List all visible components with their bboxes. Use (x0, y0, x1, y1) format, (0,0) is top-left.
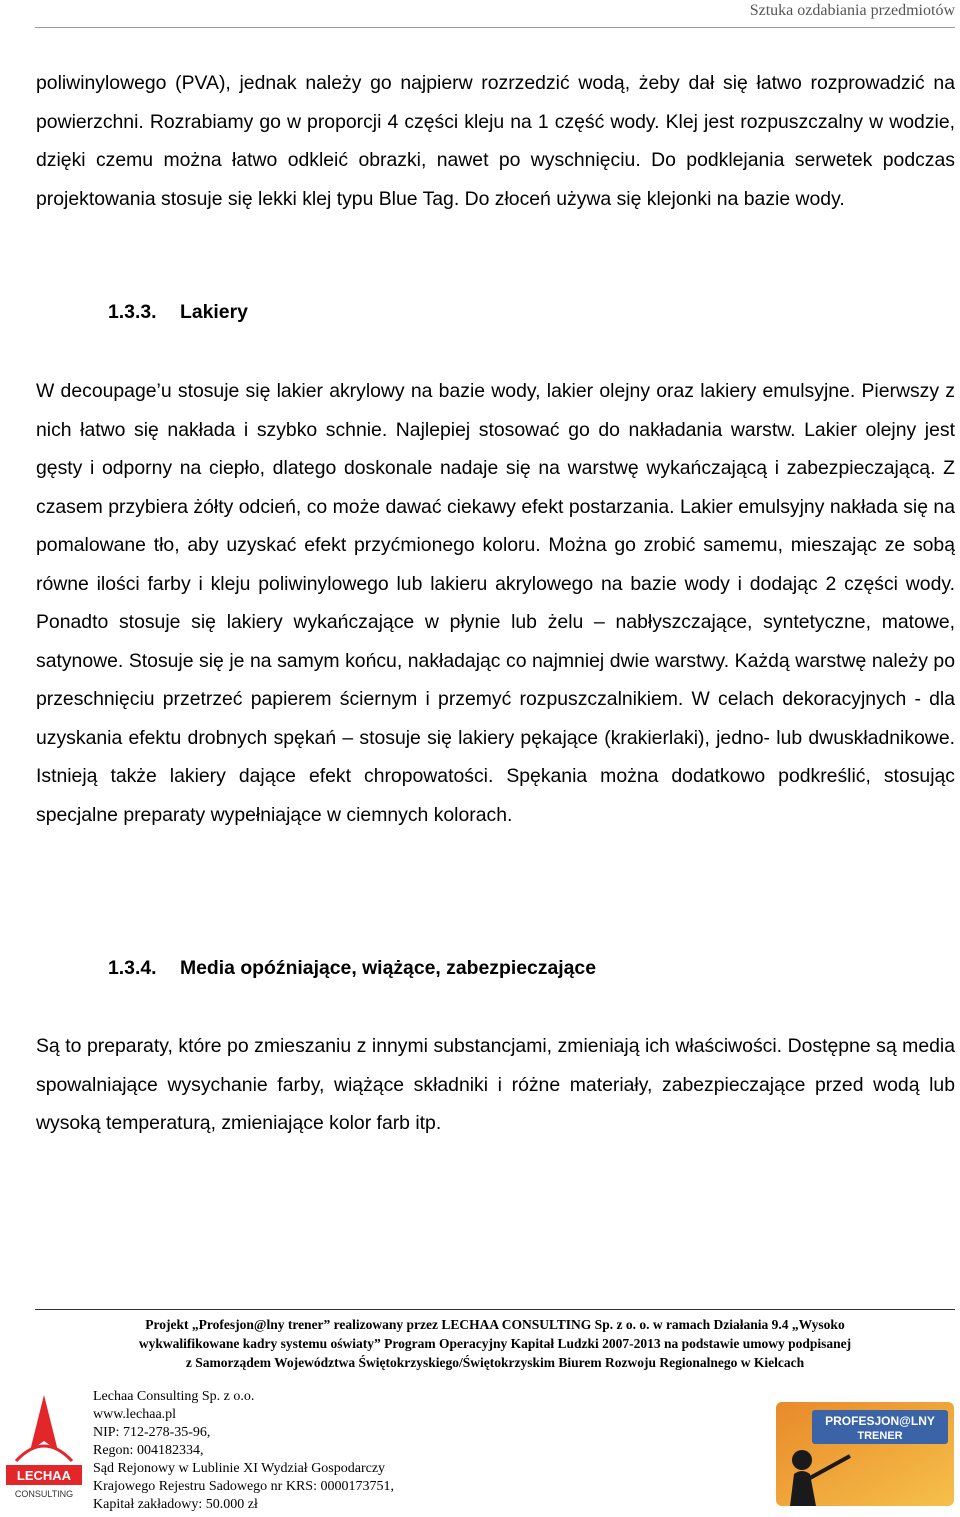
section-heading-media (108, 957, 596, 980)
project-line: z Samorządem Województwa Świętokrzyskiego/Świętokrzyskim Biurem Rozwoju Regionalnego w Kielcach (185, 1355, 805, 1370)
company-info (93, 1388, 563, 1514)
logo-text: LECHAA (16, 1468, 72, 1483)
section-title: Lakiery (180, 301, 248, 323)
company-nip: NIP: 712-278-35-96, (93, 1425, 211, 1440)
project-line: wykwalifikowane kadry systemu oświaty” Program Operacyjny Kapitał Ludzki 2007-2013 na podstawie umowy podpisanej (138, 1336, 852, 1351)
paragraph-lakiery: W decoupage’u stosuje się lakier akrylowy na bazie wody, lakier olejny oraz lakiery emulsyjne. Pierwszy z nich łatwo się nakłada i szybko schnie. Najlepiej stosować go do nakładania warstw. Lakier olejny jest gęsty i odporny na ciepło, dlatego doskonale nadaje się na warstwę wykańczającą i zabezpieczającą. Z czasem przybiera żółty odcień, co może dawać ciekawy efekt postarzania. Lakier emulsyjny nakłada się na pomalowane tło, aby uzyskać efekt przyćmionego koloru. Można go zrobić samemu, mieszając ze sobą równe ilości farby i kleju poliwinylowego lub lakieru akrylowego na bazie wody i dodając 2 części wody. Ponadto stosuje się lakiery wykańczające w płynie lub żelu – nabłyszczające, syntetyczne, matowe, satynowe. Stosuje się je na samym końcu, nakładając co najmniej dwie warstwy. Każdą warstwę należy po przeschnięciu przetrzeć papierem ściernym i przemyć rozpuszczalnikiem. W celach dekoracyjnych - dla uzyskania efektu drobnych spękań – stosuje się lakiery pękające (krakierlaki), jedno- lub dwuskładnikowe. Istnieją także lakiery dające efekt chropowatości. Spękania można dodatkowo podkreślić, stosując specjalne preparaty wypełniające w ciemnych kolorach. (36, 380, 955, 826)
header-divider (35, 27, 955, 28)
company-krs: Krajowego Rejestru Sadowego nr KRS: 0000173751, (93, 1479, 394, 1494)
lechaa-logo (6, 1391, 82, 1501)
company-court: Sąd Rejonowy w Lublinie XI Wydział Gospodarczy (93, 1461, 386, 1476)
paragraph-adhesives: poliwinylowego (PVA), jednak należy go najpierw rozrzedzić wodą, żeby dał się łatwo rozprowadzić na powierzchni. Rozrabiamy go w proporcji 4 części kleju na 1 część wody. Klej jest rozpuszczalny w wodzie, dzięki czemu można łatwo odkleić obrazki, nawet po wyschnięciu. Do podklejania serwetek podczas projektowania stosuje się lekki klej typu Blue Tag. Do złoceń używa się klejonki na bazie wody. (36, 72, 955, 210)
logo-text: PROFESJON@LNY (825, 1414, 935, 1428)
company-regon: Regon: 004182334, (93, 1443, 204, 1458)
footer-divider (35, 1309, 955, 1310)
section-number: 1.3.4. (108, 957, 157, 979)
section-title: Media opóźniające, wiążące, zabezpieczające (180, 957, 596, 979)
company-website: www.lechaa.pl (93, 1407, 177, 1422)
company-name: Lechaa Consulting Sp. z o.o. (93, 1389, 255, 1404)
company-capital: Kapitał zakładowy: 50.000 zł (93, 1497, 258, 1512)
project-line: Projekt „Profesjon@lny trener” realizowany przez LECHAA CONSULTING Sp. z o. o. w ramach Działania 9.4 „Wysoko (145, 1317, 845, 1332)
profesjonalny-trener-logo (772, 1398, 958, 1510)
logo-subtext: TRENER (857, 1430, 903, 1442)
section-number: 1.3.3. (108, 301, 157, 323)
section-heading-lakiery (108, 301, 248, 324)
project-info (70, 1315, 920, 1372)
running-title: Sztuka ozdabiania przedmiotów (749, 2, 955, 19)
logo-subtext: CONSULTING (14, 1489, 74, 1499)
paragraph-media: Są to preparaty, które po zmieszaniu z innymi substancjami, zmieniają ich właściwości. Dostępne są media spowalniające wysychanie farby, wiążące składniki i różne materiały, zabezpieczające przed wodą lub wysoką temperaturą, zmieniające kolor farb itp. (36, 1035, 955, 1134)
